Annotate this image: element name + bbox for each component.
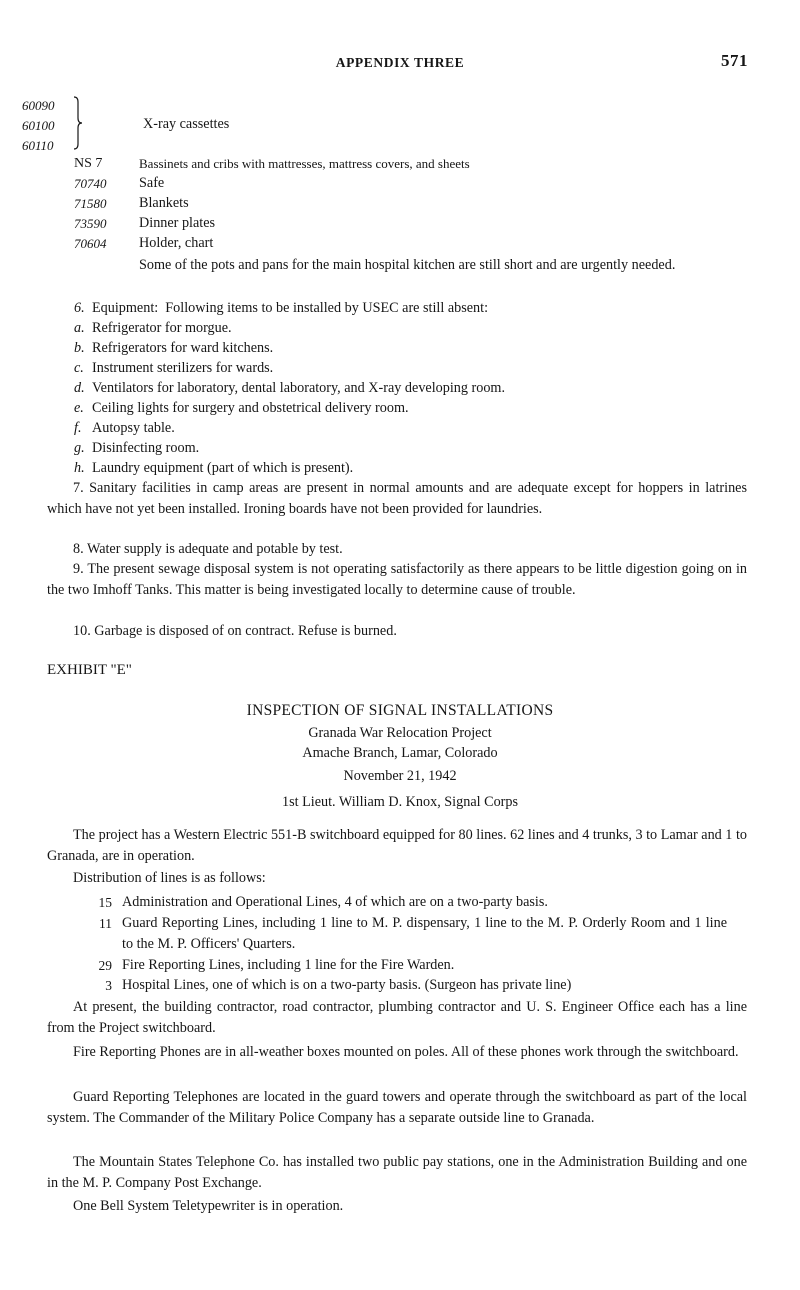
paragraph: The Mountain States Telephone Co. has installed two public pay stations, one in the Administration Building and one in the M. P. Company Post Exchange. (47, 1154, 747, 1191)
list-item-text: Laundry equipment (part of which is present). (92, 460, 354, 476)
paragraph-number: 8. (73, 541, 84, 557)
paragraph-text: Water supply is adequate and potable by test. (86, 541, 343, 557)
item-desc: Blankets (139, 195, 189, 211)
list-marker: h. (74, 460, 85, 476)
list-item-text: Ventilators for laboratory, dental laboratory, and X-ray developing room. (92, 380, 506, 396)
paragraph: Guard Reporting Telephones are located in the guard towers and operate through the switchboard as part of the local system. The Commander of the Military Police Company has a separate outside line to Granada. (47, 1089, 747, 1126)
list-item (74, 318, 232, 339)
list-marker: e. (74, 400, 84, 416)
list-item-text: Administration and Operational Lines, 4 of which are on a two-party basis. (122, 894, 548, 910)
brace-icon (73, 96, 82, 150)
xray-label: X-ray cassettes (143, 116, 230, 132)
item-code: 60090 (22, 98, 55, 113)
exhibit-title: INSPECTION OF SIGNAL INSTALLATIONS (246, 702, 554, 719)
exhibit-officer: 1st Lieut. William D. Knox, Signal Corps (281, 794, 518, 810)
paragraph-number: 7. (73, 480, 84, 496)
numbered-paragraph (47, 478, 747, 520)
item-code: NS 7 (74, 156, 103, 171)
list-item-text: Guard Reporting Lines, including 1 line to M. P. dispensary, 1 line to the M. P. Orderly Room and 1 line to the M. P. Officers' Quarters. (122, 915, 727, 952)
item-desc: Safe (139, 175, 165, 191)
paragraph-text: Sanitary facilities in camp areas are present in normal amounts and are adequate except for hoppers in latrines which have not yet been installed. Ironing boards have not been provided for laundries. (47, 480, 747, 517)
running-title: APPENDIX THREE (335, 55, 465, 70)
list-marker: g. (74, 440, 85, 456)
exhibit-location: Amache Branch, Lamar, Colorado (302, 745, 498, 761)
numbered-paragraph (47, 539, 747, 560)
line-count: 11 (99, 916, 112, 931)
paragraph-text: The present sewage disposal system is not operating satisfactorily as there appears to be little digestion going on in the two Imhoff Tanks. This matter is being investigated locally to determine cause of trouble. (47, 561, 747, 598)
list-marker: f. (74, 420, 82, 436)
list-item (74, 418, 175, 439)
paragraph-text: Garbage is disposed of on contract. Refuse is burned. (94, 623, 397, 639)
distribution-heading: Distribution of lines is as follows: (73, 870, 266, 886)
paragraph: Fire Reporting Phones are in all-weather boxes mounted on poles. All of these phones work through the switchboard. (73, 1044, 739, 1060)
paragraph: One Bell System Teletypewriter is in operation. (73, 1198, 344, 1214)
item-desc: Bassinets and cribs with mattresses, mattress covers, and sheets (139, 156, 470, 171)
exhibit-label: EXHIBIT "E" (47, 662, 132, 678)
list-marker: b. (74, 340, 85, 356)
line-count: 15 (98, 895, 112, 910)
paragraph-number: 10. (73, 623, 91, 639)
item-code: 73590 (74, 216, 107, 231)
numbered-paragraph (47, 559, 747, 601)
list-marker: a. (74, 320, 85, 336)
paragraph: At present, the building contractor, road contractor, plumbing contractor and U. S. Engineer Office each has a line from the Project switchboard. (47, 999, 747, 1036)
line-count: 29 (98, 958, 112, 973)
list-item (74, 378, 505, 399)
signal-intro: The project has a Western Electric 551-B switchboard equipped for 80 lines. 62 lines and 4 trunks, 3 to Lamar and 1 to Granada, are in operation. (47, 827, 747, 864)
list-marker: c. (74, 360, 84, 376)
list-item-text: Hospital Lines, one of which is on a two-party basis. (Surgeon has private line) (122, 977, 572, 993)
item-desc: Dinner plates (139, 215, 216, 231)
exhibit-date: November 21, 1942 (343, 768, 457, 784)
list-item-text: Instrument sterilizers for wards. (92, 360, 274, 376)
item-code: 70604 (74, 236, 107, 251)
item-code: 70740 (74, 176, 107, 191)
list-item (74, 458, 353, 479)
list-item-text: Fire Reporting Lines, including 1 line for the Fire Warden. (122, 957, 455, 973)
kitchen-note: Some of the pots and pans for the main hospital kitchen are still short and are urgently needed. (139, 257, 676, 273)
list-item-text: Disinfecting room. (92, 440, 200, 456)
list-item (74, 358, 273, 379)
equipment-heading (74, 298, 488, 319)
list-item (74, 438, 199, 459)
list-item (74, 398, 409, 419)
list-item-text: Refrigerator for morgue. (92, 320, 232, 336)
item-code: 71580 (74, 196, 107, 211)
item-code: 60100 (22, 118, 55, 133)
list-item (74, 338, 273, 359)
list-marker: d. (74, 380, 85, 396)
list-item-text: Refrigerators for ward kitchens. (92, 340, 274, 356)
list-item-text: Autopsy table. (92, 420, 175, 436)
page-number: 571 (721, 51, 748, 70)
equipment-heading-text: Equipment: Following items to be installed by USEC are still absent: (92, 300, 489, 316)
list-marker: 6. (74, 300, 85, 316)
numbered-paragraph (47, 621, 747, 642)
item-desc: Holder, chart (139, 235, 214, 251)
line-count: 3 (105, 978, 112, 993)
list-item-text: Ceiling lights for surgery and obstetrical delivery room. (92, 400, 409, 416)
paragraph-number: 9. (73, 561, 84, 577)
item-code: 60110 (22, 138, 54, 153)
exhibit-project: Granada War Relocation Project (308, 725, 492, 741)
